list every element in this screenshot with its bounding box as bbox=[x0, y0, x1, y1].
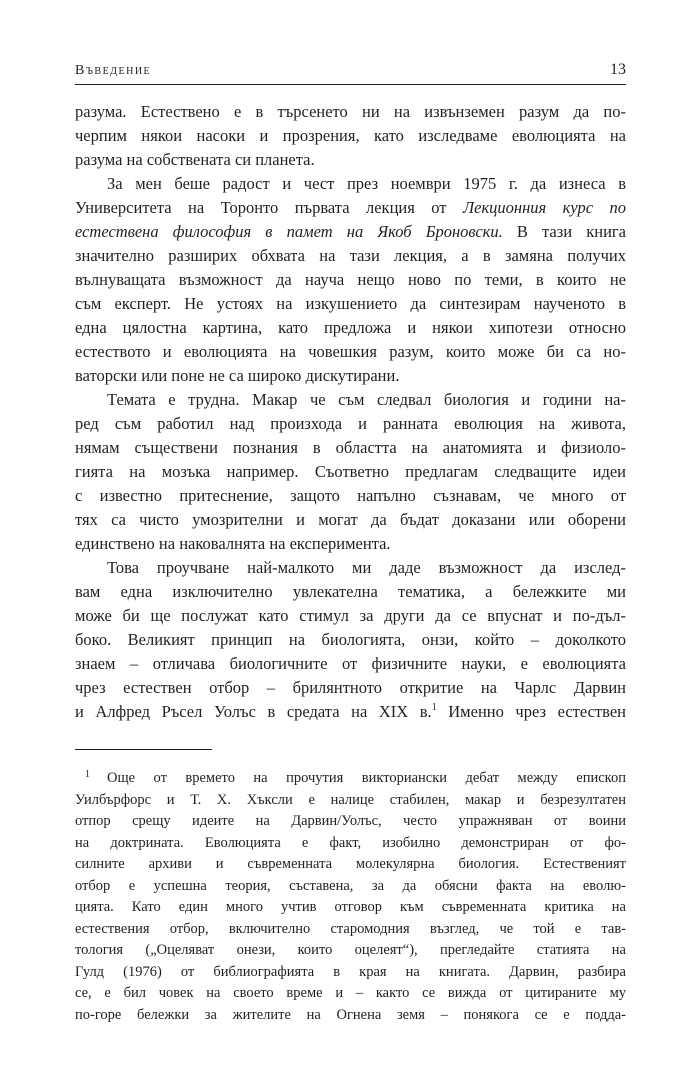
text-line: гията на мозъка например. Съответно предлагам следващите идеи bbox=[75, 462, 626, 481]
text-line: естествения отбор, включително старомодния възглед, че той е тав- bbox=[75, 920, 626, 937]
page-number: 13 bbox=[610, 61, 626, 78]
text-line: разума на собствената си планета. bbox=[75, 150, 315, 169]
text-line: Това проучване най-малкото ми даде възможност да изслед- bbox=[107, 558, 626, 577]
text-line: ред съм работил над произхода и ранната еволюция на живота, bbox=[75, 414, 626, 433]
text-line: вълнуващата възможност да науча нещо ново по теми, в които не bbox=[75, 270, 626, 289]
text-line bbox=[75, 768, 626, 790]
text-line: разума. Естествено е в търсенето ни на извънземен разум да по- bbox=[75, 102, 626, 121]
text-line: тология („Оцеляват онези, които оцелеят“), прегледайте статията на bbox=[75, 942, 626, 958]
text-line: знаем – отличава биологичните от физичните науки, е еволюцията bbox=[75, 654, 626, 673]
text-line: по-горе бележки за жителите на Огнена земя – понякога се е подда- bbox=[75, 1006, 626, 1023]
text-line: боко. Великият принцип на биологията, онзи, който – доколкото bbox=[75, 630, 626, 649]
text-segment: и Алфред Ръсел Уолъс в средата на XIX в. bbox=[75, 702, 432, 721]
running-header bbox=[75, 60, 626, 84]
text-line: вам една изключително увлекателна тематика, а бележките ми bbox=[75, 582, 626, 601]
text-line: се, е бил човек на своето време и – както се вижда от цитираните му bbox=[75, 985, 626, 1001]
lecture-series-title-cont: естествена философия в памет на Якоб Броновски. bbox=[75, 222, 503, 241]
text-line: цията. Като един много учтив отговор към съвременната критика на bbox=[75, 899, 626, 915]
text-line: Уилбърфорс и Т. Х. Хъксли е налице стабилен, макар и безрезултатен bbox=[75, 791, 626, 808]
paragraph-1 bbox=[75, 100, 626, 172]
paragraph-2 bbox=[75, 172, 626, 388]
text-line: Темата е трудна. Макар че съм следвал биология и години на- bbox=[107, 390, 626, 409]
text-line: на доктрината. Еволюцията е факт, изобилно демонстриран от фо- bbox=[75, 834, 626, 851]
text-line: естеството и еволюцията на човешкия разум, които може би са но- bbox=[75, 342, 626, 361]
text-line: ваторски или поне не са широко дискутирани. bbox=[75, 366, 400, 385]
text-line: За мен беше радост и чест през ноември 1975 г. да изнеса в bbox=[107, 174, 626, 193]
paragraph-4 bbox=[75, 556, 626, 724]
text-line: една цялостна картина, като предложа и някои хипотези относно bbox=[75, 318, 626, 337]
text-line: силните архиви и съвременната молекулярна биология. Естественият bbox=[75, 856, 626, 872]
text-segment: В тази книга bbox=[502, 222, 626, 241]
text-line bbox=[75, 196, 626, 220]
text-segment: Именно чрез естествен bbox=[436, 702, 626, 721]
text-line: Гулд (1976) от библиографията в края на книгата. Дарвин, разбира bbox=[75, 963, 626, 980]
footnote-separator bbox=[75, 749, 212, 750]
text-segment: Университета на Торонто първата лекция от bbox=[75, 198, 463, 217]
text-line: с известно притеснение, защото напълно съзнавам, че много от bbox=[75, 486, 626, 505]
footnote-reference[interactable]: 1 bbox=[431, 702, 437, 713]
footnote-number: 1 bbox=[85, 769, 90, 780]
paragraph-3 bbox=[75, 388, 626, 556]
text-segment: Още от времето на прочутия викториански дебат между епископ bbox=[107, 770, 626, 786]
main-text bbox=[75, 100, 626, 724]
text-line: единствено на наковалнята на експеримента. bbox=[75, 534, 391, 553]
text-line: отпор срещу идеите на Дарвин/Уолъс, често упражняван от воини bbox=[75, 813, 626, 829]
lecture-series-title: Лекционния курс по bbox=[462, 198, 626, 217]
text-line: черпим някои насоки и прозрения, като изследваме еволюцията на bbox=[75, 126, 626, 145]
text-line bbox=[75, 700, 626, 724]
text-line: значително разширих обхвата на тази лекция, а в замяна получих bbox=[75, 246, 626, 265]
text-line: може би ще послужат като стимул за други да се впуснат и по-дъл- bbox=[75, 606, 626, 625]
section-title: Въведение bbox=[75, 63, 152, 78]
footnote-1 bbox=[75, 768, 626, 1026]
text-line: тях са чисто умозрителни и могат да бъдат доказани или оборени bbox=[75, 510, 626, 529]
header-rule bbox=[75, 84, 626, 85]
text-line: нямам съществени познания в областта на анатомията и физиоло- bbox=[75, 438, 626, 457]
text-line: съм експерт. Не устоях на изкушението да синтезирам наученото в bbox=[75, 294, 626, 313]
text-line: отбор е успешна теория, съставена, за да обясни факта на еволю- bbox=[75, 877, 626, 894]
text-line bbox=[75, 220, 626, 244]
text-line: чрез естествен отбор – брилянтното откритие на Чарлс Дарвин bbox=[75, 678, 626, 697]
